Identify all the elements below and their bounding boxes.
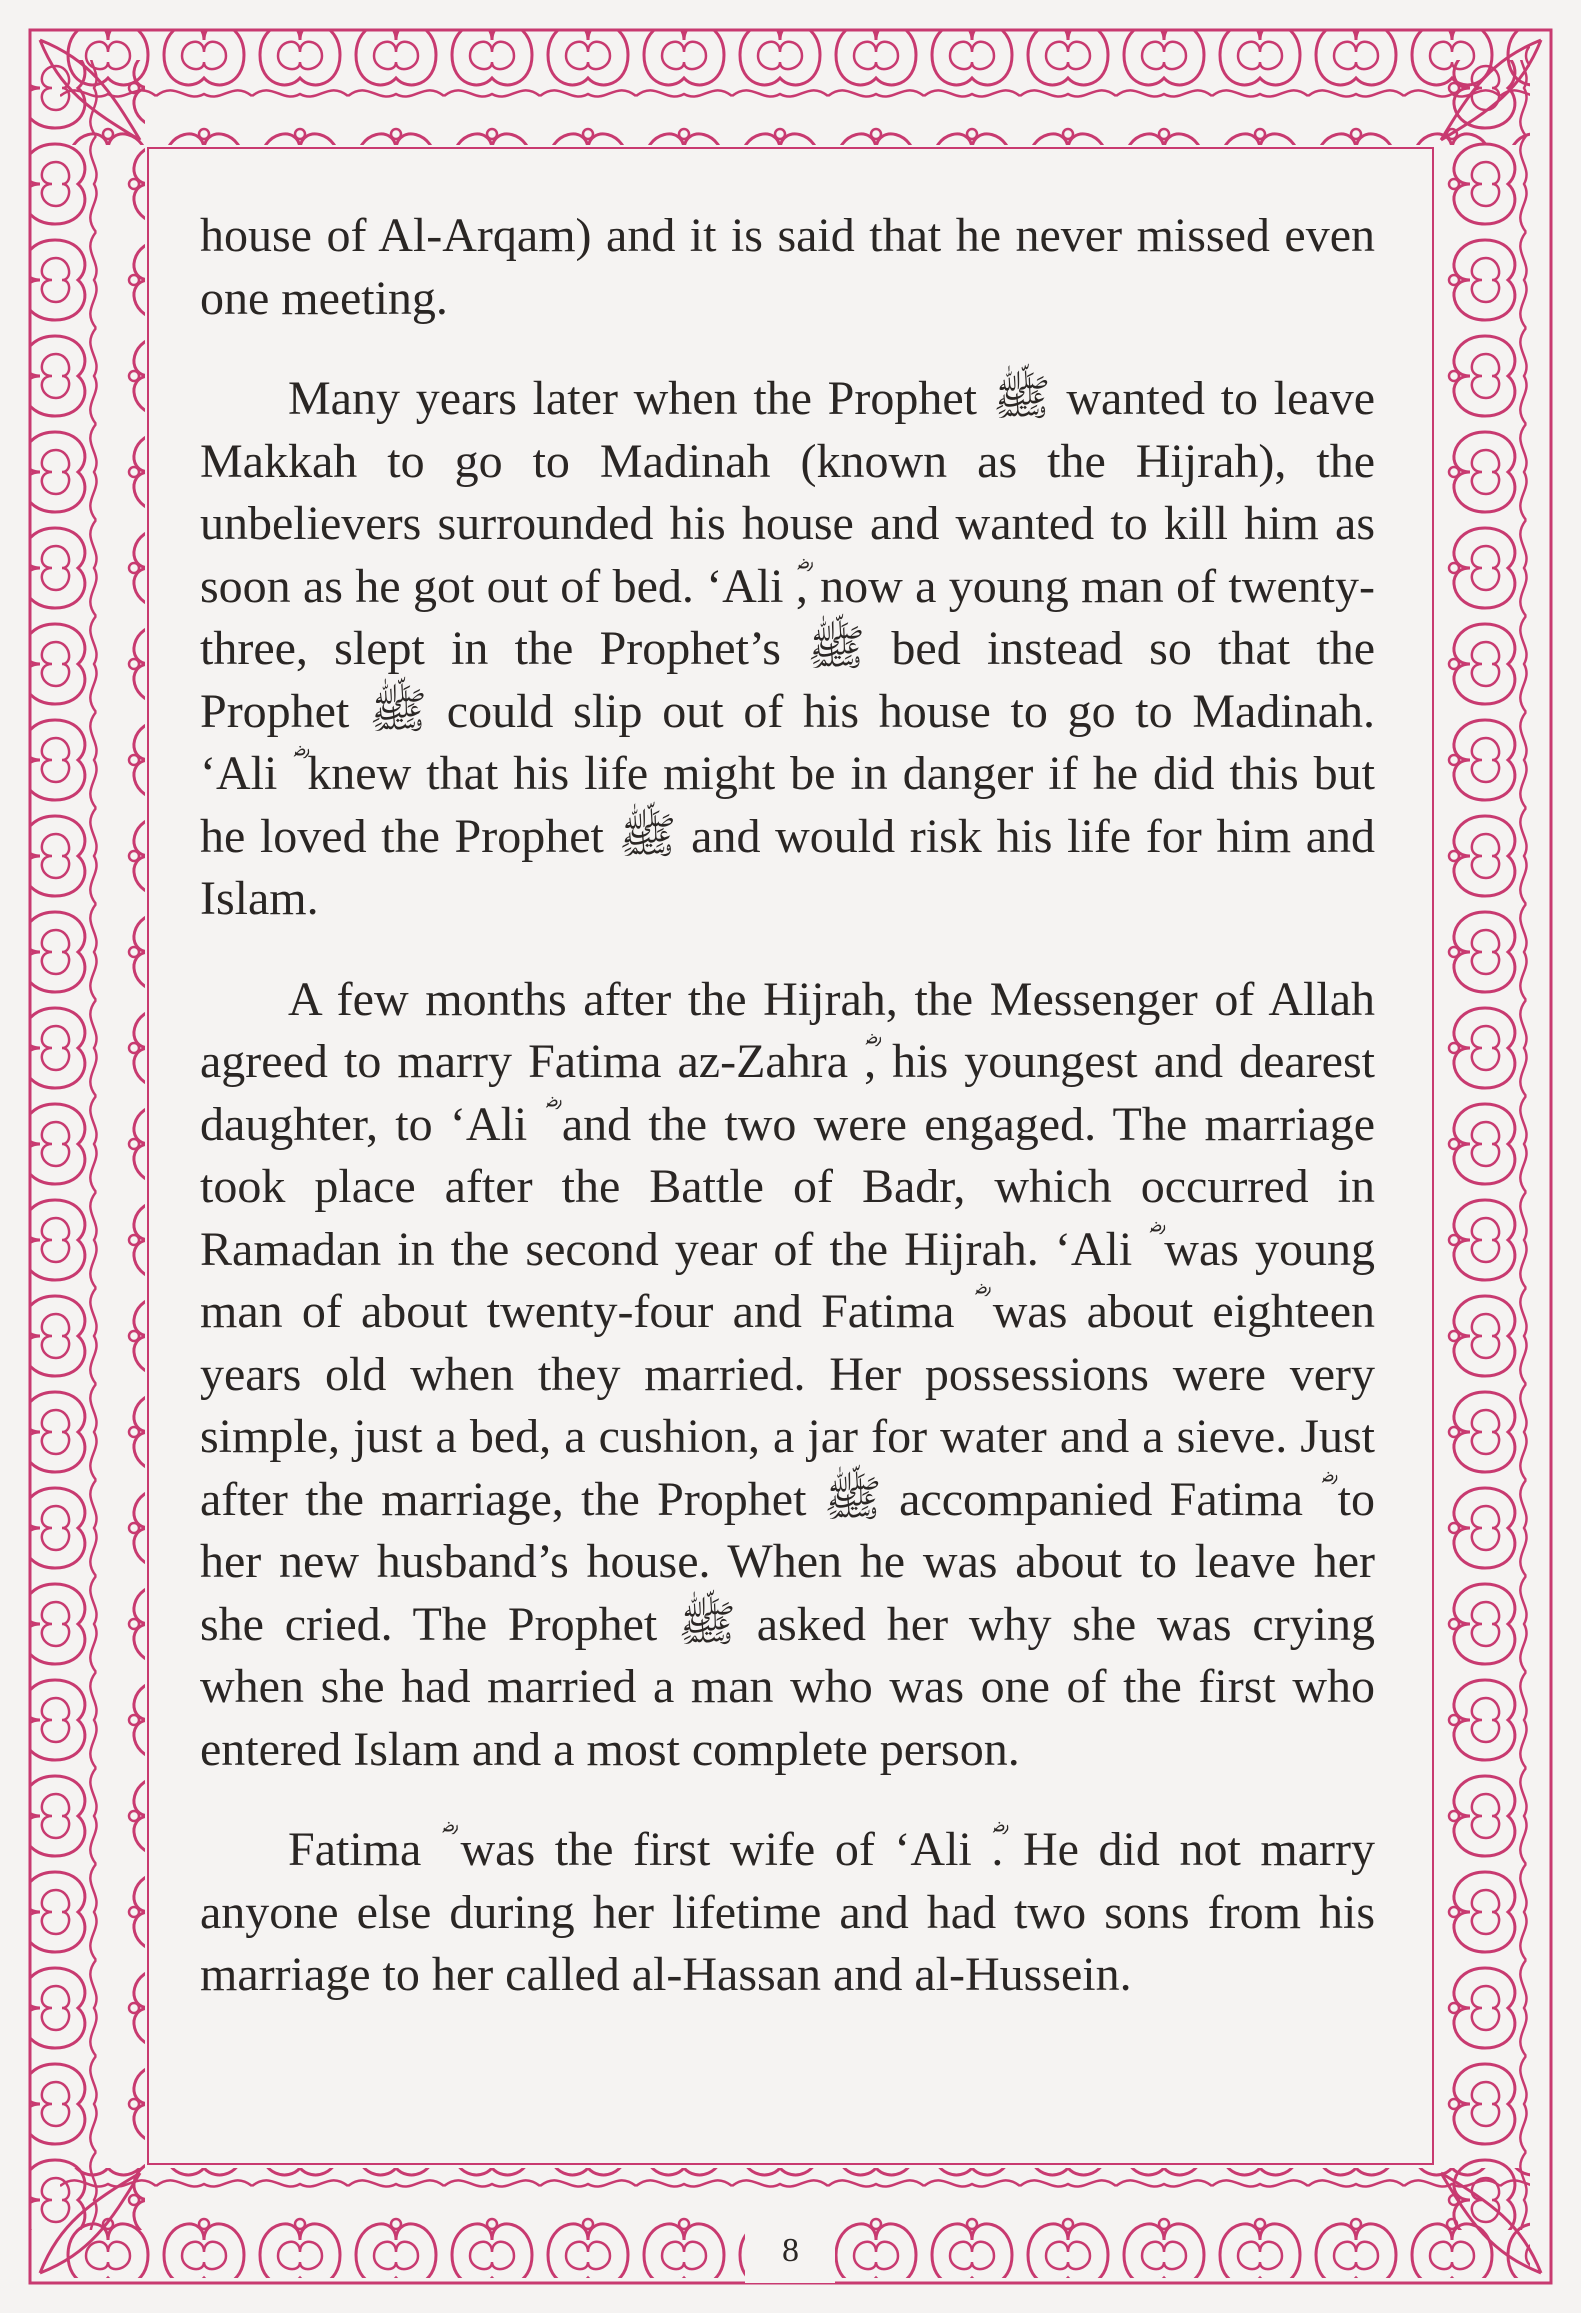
paragraph-2: Many years later when the Prophet ﷺ wanted to leave Makkah to go to Madinah (known as the Hijrah), the unbelievers surrounded his house and wanted to kill him as soon as he got out of bed. ‘Ali ؓ, now a young man of twenty-three, slept in the Prophet’s ﷺ bed instead so that the Prophet ﷺ could slip out of his house to go to Madinah. ‘Ali ؓ knew that his life might be in danger if he did this but he loved the Prophet ﷺ and would risk his life for him and Islam. — [200, 372, 1376, 925]
page-number: 8 — [782, 2232, 799, 2269]
paragraph-3: A few months after the Hijrah, the Messenger of Allah agreed to marry Fatima az-Zahra ؓ, his youngest and dearest daughter, to ‘Ali ؓ and the two were engaged. The marriage took place after the Battle of Badr, which occurred in Ramadan in the second year of the Hijrah. ‘Ali ؓ was young man of about twenty-four and Fatima ؓ was about eighteen years old when they married. Her possessions were very simple, just a bed, a cushion, a jar for water and a sieve. Just after the marriage, the Prophet ﷺ accompanied Fatima ؓ to her new husband’s house. When he was about to leave her she cried. The Prophet ﷺ asked her why she was crying when she had married a man who was one of the first who entered Islam and a most complete person. — [200, 972, 1375, 1776]
paragraph-4: Fatima ؓ was the first wife of ‘Ali ؓ. He did not marry anyone else during her lifetime and had two sons from his marriage to her called al-Hassan and al-Hussein. — [200, 1823, 1375, 2001]
body-text — [200, 205, 1375, 2045]
paragraph-1: house of Al-Arqam) and it is said that he never missed even one meeting. — [200, 209, 1375, 325]
